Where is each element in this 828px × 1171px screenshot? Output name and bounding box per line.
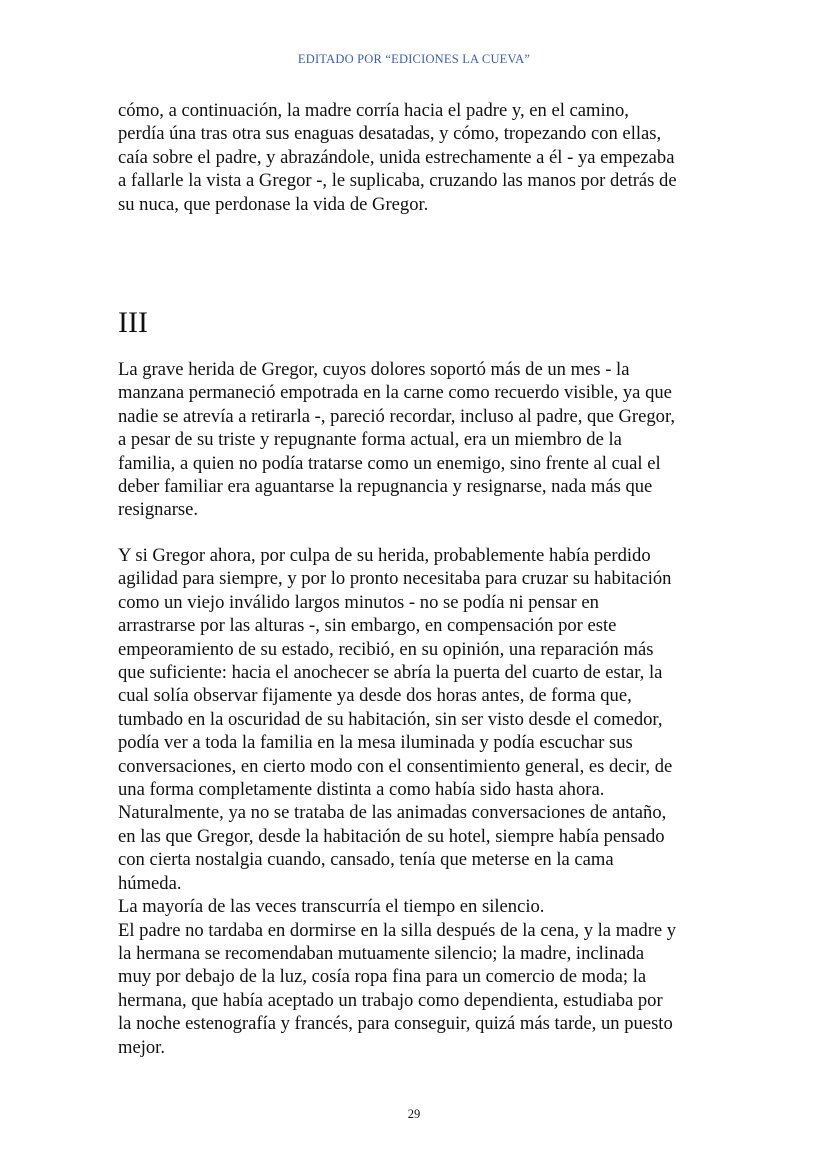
paragraph-continuation: cómo, a continuación, la madre corría hacia el padre y, en el camino, perdía úna tras otra sus enaguas desatadas, y cómo, tropezando con ellas, caía sobre el padre, y abrazándole, unida estrechamente a él - ya empezaba a fallarle la vista a Gregor -, le suplicaba, cruzando las manos por detrás de su nuca, que perdonase la vida de Gregor. <box>118 100 677 215</box>
paragraph: Y si Gregor ahora, por culpa de su herida, probablemente había perdido agilidad para siempre, y por lo pronto necesitaba para cruzar su habitación como un viejo inválido largos minutos - no se podía ni pensar en arrastrarse por las alturas -, sin embargo, en compensación por este empeoramiento de su estado, recibió, en su opinión, una reparación más que suficiente: hacia el anochecer se abría la puerta del cuarto de estar, la cual solía observar fijamente ya desde dos horas antes, de forma que, tumbado en la oscuridad de su habitación, sin ser visto desde el comedor, podía ver a toda la familia en la mesa iluminada y podía escuchar sus conversaciones, en cierto modo con el consentimiento general, es decir, de una forma completamente distinta a como había sido hasta ahora. Naturalmente, ya no se trataba de las animadas conversaciones de antaño, en las que Gregor, desde la habitación de su hotel, siempre había pensado con cierta nostalgia cuando, cansado, tenía que meterse en la cama húmeda. La mayoría de las veces transcurría el tiempo en silencio. El padre no tardaba en dormirse en la silla después de la cena, y la madre y la hermana se recomendaban mutuamente silencio; la madre, inclinada muy por debajo de la luz, cosía ropa fina para un comercio de moda; la hermana, que había aceptado un trabajo como dependienta, estudiaba por la noche estenografía y francés, para conseguir, quizá más tarde, un puesto mejor. <box>118 545 677 1058</box>
paragraph: La grave herida de Gregor, cuyos dolores soportó más de un mes - la manzana permaneció empotrada en la carne como recuerdo visible, ya que nadie se atrevía a retirarla -, pareció recordar, incluso al padre, que Gregor, a pesar de su triste y repugnante forma actual, era un miembro de la familia, a quien no podía tratarse como un enemigo, sino frente al cual el deber familiar era aguantarse la repugnancia y resignarse, nada más que resignarse. <box>118 359 676 521</box>
page-number: 29 <box>407 1107 421 1121</box>
chapter-heading: III <box>118 306 148 339</box>
page-header: EDITADO POR “EDICIONES LA CUEVA” <box>297 52 531 66</box>
